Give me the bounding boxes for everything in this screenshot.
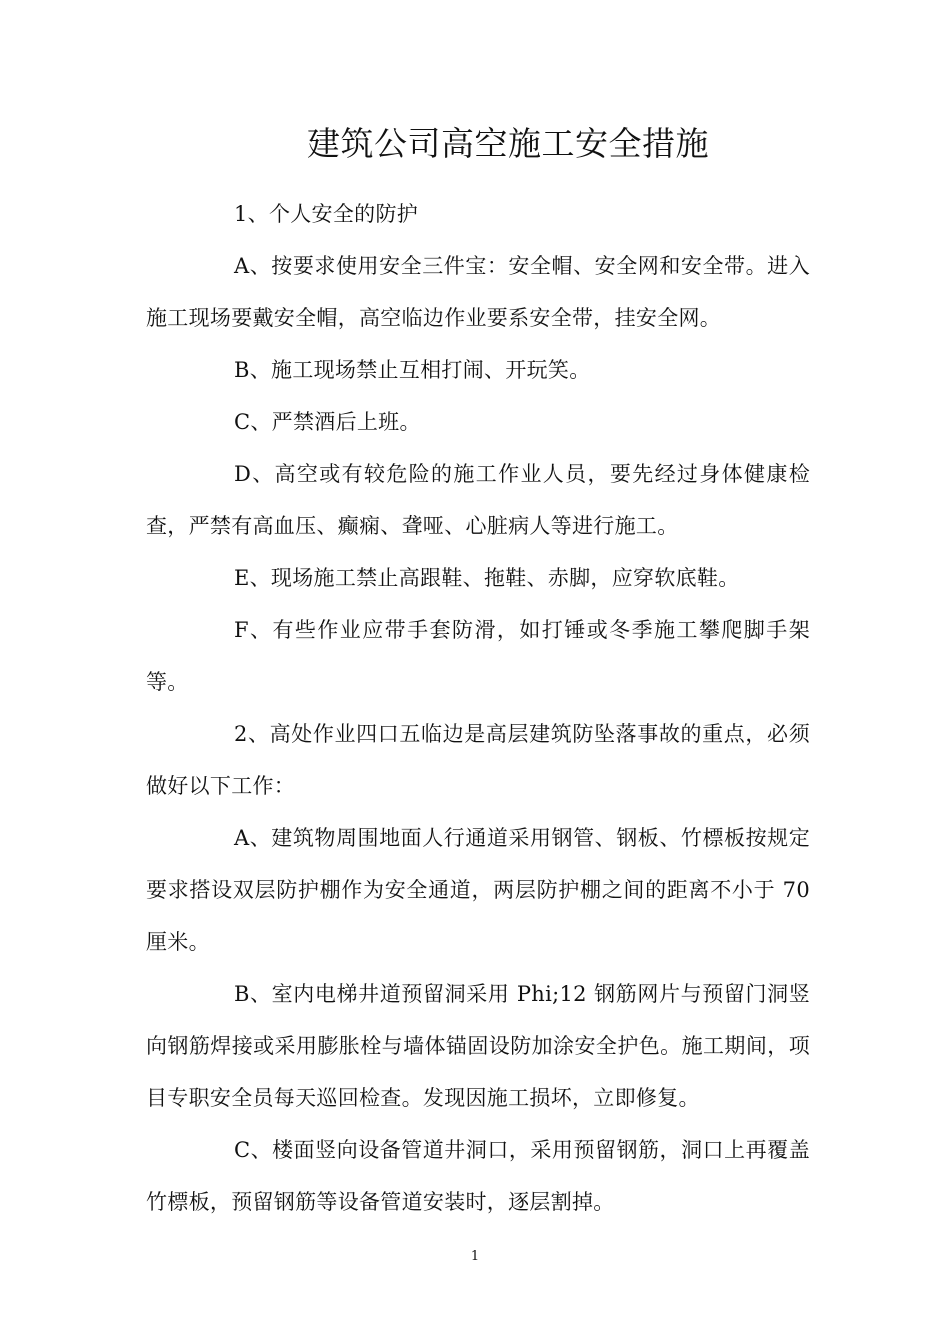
page-number: 1 <box>470 1249 480 1264</box>
paragraph-1d: D、高空或有较危险的施工作业人员，要先经过身体健康检查，严禁有高血压、癫痫、聋哑、心脏病人等进行施工。 <box>146 462 810 538</box>
document-body <box>146 188 810 1228</box>
paragraph-section-2-heading: 2、高处作业四口五临边是高层建筑防坠落事故的重点，必须做好以下工作： <box>146 722 810 798</box>
paragraph-2a: A、建筑物周围地面人行通道采用钢管、钢板、竹標板按规定要求搭设双层防护棚作为安全通道，两层防护棚之间的距离不小于 70 厘米。 <box>146 826 810 954</box>
paragraph-1b: B、施工现场禁止互相打闹、开玩笑。 <box>234 358 591 382</box>
paragraph-section-1-heading: 1、个人安全的防护 <box>234 202 419 226</box>
paragraph-1f: F、有些作业应带手套防滑，如打锤或冬季施工攀爬脚手架等。 <box>146 618 810 694</box>
paragraph-1a: A、按要求使用安全三件宝：安全帽、安全网和安全带。进入施工现场要戴安全帽，高空临边作业要系安全带，挂安全网。 <box>146 254 810 330</box>
paragraph-2c: C、楼面竖向设备管道井洞口，采用预留钢筋，洞口上再覆盖竹標板，预留钢筋等设备管道安装时，逐层割掉。 <box>146 1138 810 1214</box>
paragraph-2b: B、室内电梯井道预留洞采用 Phi;12 钢筋网片与预留门洞竖向钢筋焊接或采用膨胀栓与墙体锚固设防加涂安全护色。施工期间，项目专职安全员每天巡回检查。发现因施工损坏，立即修复。 <box>146 982 810 1110</box>
paragraph-1e: E、现场施工禁止高跟鞋、拖鞋、赤脚，应穿软底鞋。 <box>234 566 740 590</box>
paragraph-1c: C、严禁酒后上班。 <box>234 410 421 434</box>
document-title: 建筑公司高空施工安全措施 <box>307 124 709 163</box>
